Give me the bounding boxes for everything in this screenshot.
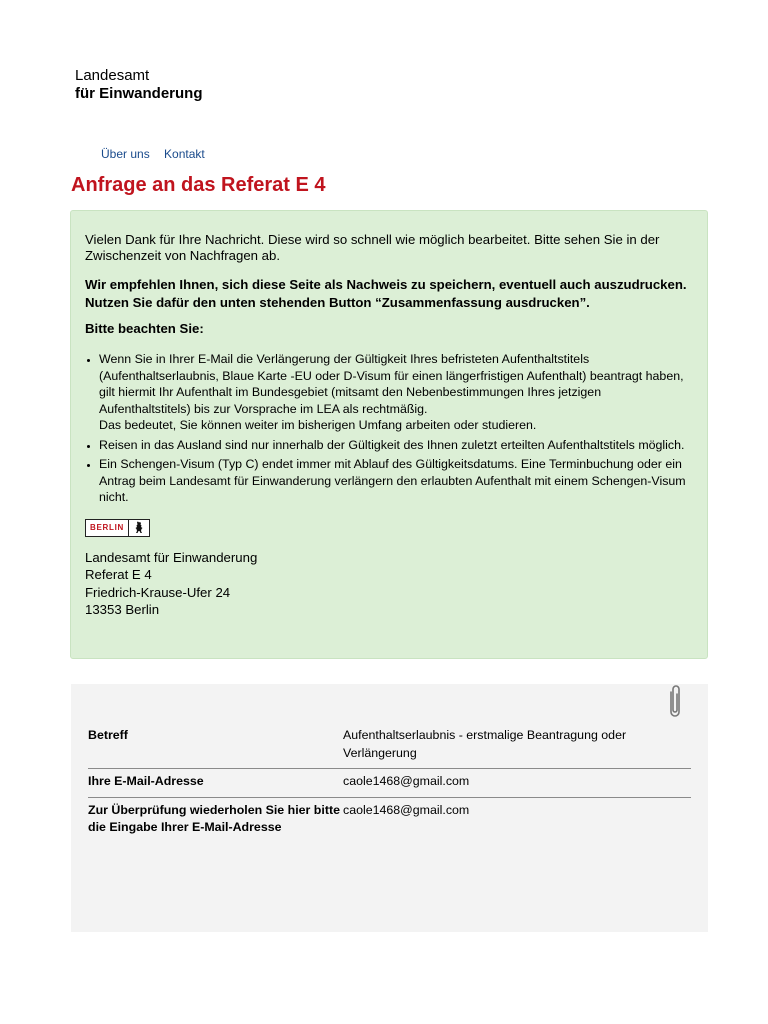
postal-address — [85, 549, 693, 619]
summary-label: Ihre E-Mail-Adresse — [88, 769, 343, 798]
notice-recommendation: Wir empfehlen Ihnen, sich diese Seite als Nachweis zu speichern, eventuell auch auszudrucken. Nutzen Sie dafür den unten stehenden Button “Zusammenfassung ausdrucken”. — [85, 277, 687, 310]
request-summary — [71, 684, 708, 932]
logo-line-1: Landesamt — [75, 67, 150, 84]
summary-label: Betreff — [88, 727, 343, 769]
berlin-logo-badge — [85, 519, 150, 537]
confirmation-notice — [70, 210, 708, 659]
table-row — [88, 797, 691, 837]
summary-value: caole1468@gmail.com — [343, 802, 470, 817]
list-item — [99, 351, 693, 434]
address-line: Landesamt für Einwanderung — [85, 549, 258, 565]
bullet-text: Ein Schengen-Visum (Typ C) endet immer mit Ablauf des Gültigkeitsdatums. Eine Terminbuchung oder ein Antrag beim Landesamt für Einwanderung verlängern den erlaubten Aufenthalt mit einem Schengen-Visum nicht. — [99, 457, 686, 504]
notice-heading: Bitte beachten Sie: — [85, 321, 204, 336]
list-item — [99, 456, 693, 506]
berlin-bear-icon — [129, 520, 149, 536]
table-row — [88, 769, 691, 798]
table-row — [88, 727, 691, 769]
notice-intro: Vielen Dank für Ihre Nachricht. Diese wird so schnell wie möglich bearbeitet. Bitte sehen Sie in der Zwischenzeit von Nachfragen ab. — [85, 232, 660, 263]
summary-label: Zur Überprüfung wiederholen Sie hier bitte die Eingabe Ihrer E-Mail-Adresse — [88, 802, 340, 834]
summary-table — [88, 727, 691, 837]
summary-value: caole1468@gmail.com — [343, 769, 691, 798]
list-item — [99, 437, 693, 454]
notice-bullet-list — [85, 351, 693, 506]
top-navigation — [101, 147, 216, 161]
address-line: Friedrich-Krause-Ufer 24 — [85, 584, 231, 600]
address-line: Referat E 4 — [85, 567, 152, 582]
site-logo[interactable] — [75, 67, 203, 103]
page-title: Anfrage an das Referat E 4 — [71, 174, 326, 196]
nav-link-kontakt[interactable]: Kontakt — [164, 147, 205, 161]
address-line: 13353 Berlin — [85, 602, 160, 617]
nav-link-ueber-uns[interactable]: Über uns — [101, 147, 150, 161]
bullet-extra-text: Das bedeutet, Sie können weiter im bisherigen Umfang arbeiten oder studieren. — [99, 418, 537, 432]
summary-value: Aufenthaltserlaubnis - erstmalige Beantragung oder Verlängerung — [343, 727, 691, 769]
paperclip-icon — [665, 684, 685, 725]
bullet-text: Reisen in das Ausland sind nur innerhalb der Gültigkeit des Ihnen zuletzt erteilten Aufenthaltstitels möglich. — [99, 437, 685, 452]
logo-line-2: für Einwanderung — [75, 85, 203, 102]
bullet-text: Wenn Sie in Ihrer E-Mail die Verlängerung der Gültigkeit Ihres befristeten Aufenthaltstitels (Aufenthaltserlaubnis, Blaue Karte -EU oder D-Visum für einen längerfristigen Aufenthalt) beantragt haben, gilt hiermit Ihr Aufenthalt im Bundesgebiet (mitsamt den Nebenbestimmungen Ihres jetzigen Aufenthaltstitels) bis zur Vorsprache im LEA als rechtmäßig. — [99, 352, 684, 416]
berlin-wordmark: BERLIN — [86, 520, 129, 536]
